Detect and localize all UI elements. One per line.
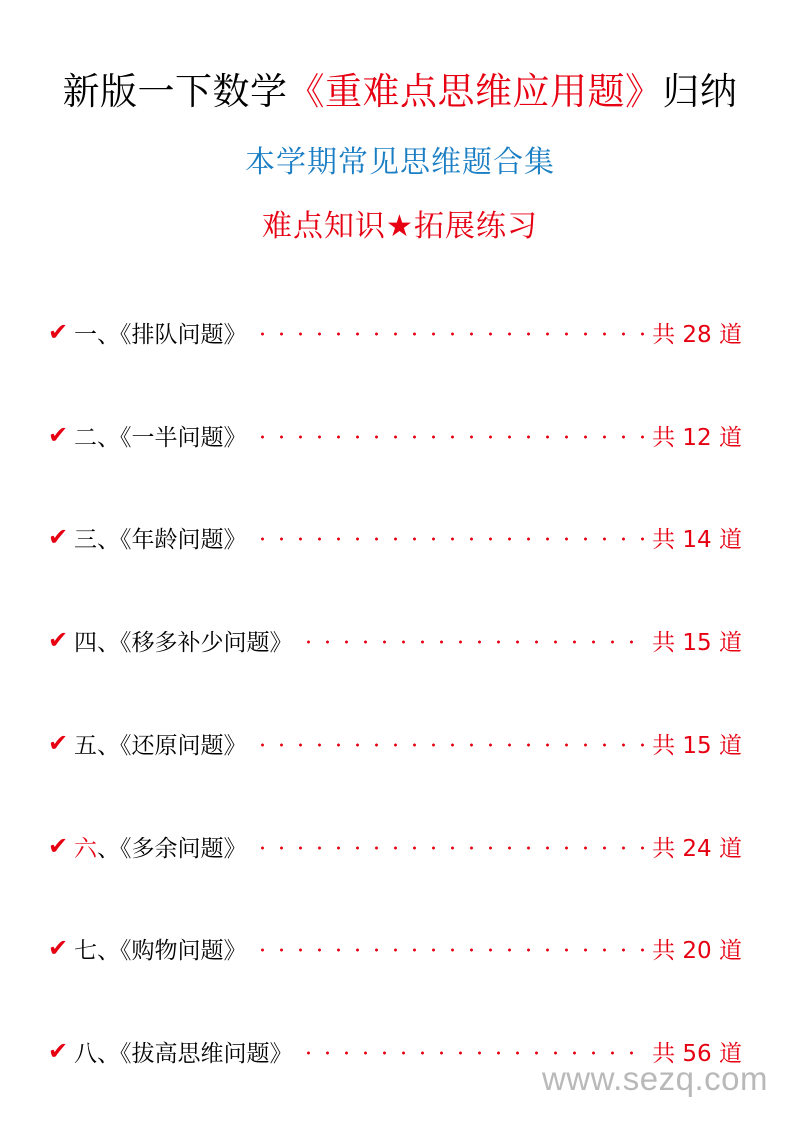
check-icon: ✔ xyxy=(48,626,69,654)
toc-entry-label: 、《移多补少问题》 xyxy=(97,629,293,656)
toc-entry-half xyxy=(48,415,742,455)
toc-entry-restore xyxy=(48,723,742,763)
toc-entry-number: 八 xyxy=(74,1040,97,1067)
check-icon: ✔ xyxy=(48,1037,69,1065)
watermark-text: www.sezq.com xyxy=(541,1060,768,1097)
check-icon: ✔ xyxy=(48,523,69,551)
check-icon: ✔ xyxy=(48,318,69,346)
toc-entry-label: 、《年龄问题》 xyxy=(97,526,247,553)
dot-leader xyxy=(253,743,647,747)
toc-entry-number: 四 xyxy=(74,629,97,656)
toc-entry-number: 五 xyxy=(74,732,97,759)
toc-entry-count: 共 15 道 xyxy=(652,629,742,656)
dot-leader xyxy=(253,537,647,541)
toc-entry-count: 共 15 道 xyxy=(652,732,742,759)
toc-entry-number: 一 xyxy=(74,321,97,348)
check-icon: ✔ xyxy=(48,729,69,757)
document-subtitle: 本学期常见思维题合集 xyxy=(245,145,555,180)
toc-entry-label: 、《排队问题》 xyxy=(97,321,247,348)
toc-entry-count: 共 14 道 xyxy=(652,526,742,553)
dot-leader xyxy=(253,435,647,439)
dot-leader xyxy=(253,332,647,336)
title-suffix: 归纳 xyxy=(662,70,738,113)
toc-entry-label: 、《多余问题》 xyxy=(97,835,247,862)
dot-leader xyxy=(253,846,647,850)
toc-entry-number: 六 xyxy=(74,835,97,862)
toc-entry-label: 、《一半问题》 xyxy=(97,424,247,451)
title-highlight: 《重难点思维应用题》 xyxy=(287,70,663,113)
toc-entry-balance xyxy=(48,620,742,660)
dot-leader xyxy=(299,640,647,644)
toc-entry-count: 共 12 道 xyxy=(652,424,742,451)
toc-entry-number: 七 xyxy=(74,937,97,964)
toc-entry-label: 、《购物问题》 xyxy=(97,937,247,964)
toc-entry-shopping xyxy=(48,928,742,968)
toc-entry-label: 、《拔高思维问题》 xyxy=(97,1040,293,1067)
document-title xyxy=(0,66,800,118)
toc-entry-number: 二 xyxy=(74,424,97,451)
toc-entry-label: 、《还原问题》 xyxy=(97,732,247,759)
toc-entry-number: 三 xyxy=(74,526,97,553)
toc-entry-count: 共 20 道 xyxy=(652,937,742,964)
toc-entry-redundant xyxy=(48,826,742,866)
toc-entry-queue xyxy=(48,312,742,352)
document-subtitle-secondary: 难点知识★拓展练习 xyxy=(262,209,538,244)
toc-entry-count: 共 28 道 xyxy=(652,321,742,348)
toc-entry-age xyxy=(48,517,742,557)
check-icon: ✔ xyxy=(48,832,69,860)
toc-entry-count: 共 24 道 xyxy=(652,835,742,862)
title-prefix: 新版一下数学 xyxy=(62,70,288,113)
check-icon: ✔ xyxy=(48,934,69,962)
dot-leader xyxy=(299,1051,647,1055)
toc-entry-count: 共 56 道 xyxy=(652,1040,742,1067)
dot-leader xyxy=(253,948,647,952)
check-icon: ✔ xyxy=(48,421,69,449)
